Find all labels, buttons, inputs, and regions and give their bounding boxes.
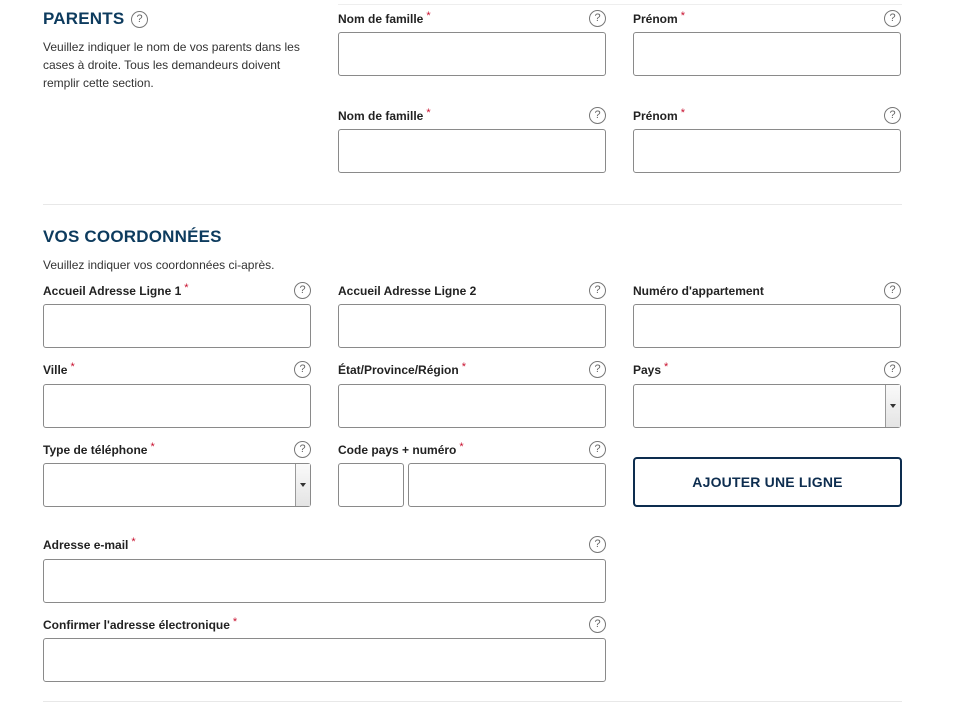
parent2-last-name-help-icon[interactable]: ? bbox=[589, 107, 606, 124]
address-line2-help-icon[interactable]: ? bbox=[589, 282, 606, 299]
country-help-icon[interactable]: ? bbox=[884, 361, 901, 378]
confirm-email-label: Confirmer l'adresse électronique * bbox=[43, 616, 238, 632]
phone-type-help-icon[interactable]: ? bbox=[294, 441, 311, 458]
email-label: Adresse e-mail * bbox=[43, 536, 136, 552]
city-input[interactable] bbox=[43, 384, 311, 428]
section-divider bbox=[43, 701, 902, 702]
address-line2-label: Accueil Adresse Ligne 2 bbox=[338, 284, 477, 298]
email-input[interactable] bbox=[43, 559, 606, 603]
required-marker: * bbox=[131, 536, 136, 548]
address-line1-label: Accueil Adresse Ligne 1 * bbox=[43, 282, 189, 298]
required-marker: * bbox=[426, 107, 431, 119]
required-marker: * bbox=[70, 361, 75, 373]
required-marker: * bbox=[232, 616, 238, 628]
parent2-first-name-label: Prénom * bbox=[633, 107, 685, 123]
apartment-label: Numéro d'appartement bbox=[633, 284, 764, 298]
parent1-last-name-label: Nom de famille * bbox=[338, 10, 431, 26]
top-divider bbox=[338, 4, 902, 5]
parent2-first-name-help-icon[interactable]: ? bbox=[884, 107, 901, 124]
parent1-last-name-input[interactable] bbox=[338, 32, 606, 76]
contact-description: Veuillez indiquer vos coordonnées ci-après. bbox=[43, 258, 275, 272]
region-help-icon[interactable]: ? bbox=[589, 361, 606, 378]
parents-section-title: PARENTS bbox=[43, 9, 125, 28]
contact-section-title: VOS COORDONNÉES bbox=[43, 227, 222, 246]
chevron-down-icon[interactable] bbox=[295, 464, 310, 506]
email-help-icon[interactable]: ? bbox=[589, 536, 606, 553]
parent2-first-name-input[interactable] bbox=[633, 129, 901, 173]
section-divider bbox=[43, 204, 902, 205]
city-help-icon[interactable]: ? bbox=[294, 361, 311, 378]
phone-number-label: Code pays + numéro * bbox=[338, 441, 464, 457]
required-marker: * bbox=[664, 361, 669, 373]
parent1-last-name-help-icon[interactable]: ? bbox=[589, 10, 606, 27]
add-line-button[interactable]: AJOUTER UNE LIGNE bbox=[633, 457, 902, 507]
parents-description: Veuillez indiquer le nom de vos parents dans les cases à droite. Tous les demandeurs doivent remplir cette section. bbox=[43, 40, 300, 90]
city-label: Ville * bbox=[43, 361, 75, 377]
parent1-first-name-label: Prénom * bbox=[633, 10, 685, 26]
address-line2-input[interactable] bbox=[338, 304, 606, 348]
confirm-email-input[interactable] bbox=[43, 638, 606, 682]
parents-help-icon[interactable]: ? bbox=[131, 11, 148, 28]
phone-number-input[interactable] bbox=[408, 463, 606, 507]
required-marker: * bbox=[150, 441, 155, 453]
parent2-last-name-label: Nom de famille * bbox=[338, 107, 431, 123]
country-label: Pays * bbox=[633, 361, 669, 377]
apartment-help-icon[interactable]: ? bbox=[884, 282, 901, 299]
parent2-last-name-input[interactable] bbox=[338, 129, 606, 173]
parent1-first-name-help-icon[interactable]: ? bbox=[884, 10, 901, 27]
address-line1-help-icon[interactable]: ? bbox=[294, 282, 311, 299]
required-marker: * bbox=[680, 10, 685, 22]
phone-country-code-input[interactable] bbox=[338, 463, 404, 507]
required-marker: * bbox=[680, 107, 685, 119]
required-marker: * bbox=[184, 282, 189, 294]
required-marker: * bbox=[426, 10, 431, 22]
phone-number-help-icon[interactable]: ? bbox=[589, 441, 606, 458]
country-select[interactable] bbox=[633, 384, 901, 428]
confirm-email-help-icon[interactable]: ? bbox=[589, 616, 606, 633]
region-label: État/Province/Région * bbox=[338, 361, 466, 377]
address-line1-input[interactable] bbox=[43, 304, 311, 348]
apartment-input[interactable] bbox=[633, 304, 901, 348]
parent1-first-name-input[interactable] bbox=[633, 32, 901, 76]
required-marker: * bbox=[459, 441, 464, 453]
required-marker: * bbox=[461, 361, 466, 373]
region-input[interactable] bbox=[338, 384, 606, 428]
chevron-down-icon[interactable] bbox=[885, 385, 900, 427]
phone-type-label: Type de téléphone * bbox=[43, 441, 155, 457]
phone-type-select[interactable] bbox=[43, 463, 311, 507]
